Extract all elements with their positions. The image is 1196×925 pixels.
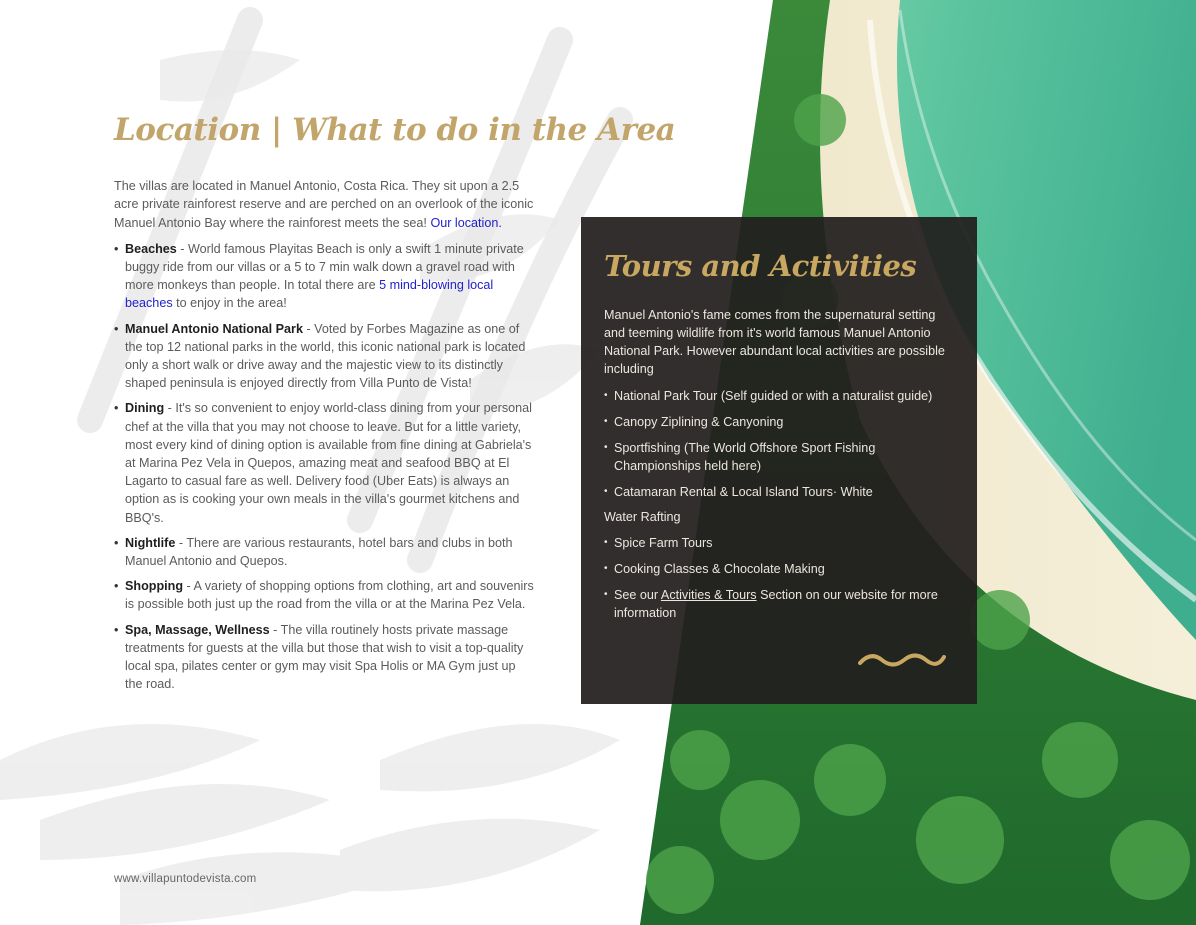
tour-item: • Spice Farm Tours [604,534,953,552]
list-item-dining [114,399,534,526]
item-text: - It's so convenient to enjoy world-class dining from your personal chef at the villa that you may not choose to leave. But for a little variety, most every kind of dining option is available from fine dining at Gabriela's at Marina Pez Vela in Quepos, amazing meat and seafood BBQ at El Lagarto to casual fare as well. Delivery food (Uber Eats) is always an option as is cooking your own meals in the villa's gourmet kitchens and BBQ's. [125,401,532,525]
item-label: Shopping [125,579,184,594]
item-text-after: to enjoy in the area! [172,296,287,311]
list-item-nightlife [114,534,534,570]
tour-item-continued: Water Rafting [604,509,681,524]
our-location-link[interactable]: Our location. [430,215,502,230]
item-text: - There are various restaurants, hotel bars and clubs in both Manuel Antonio and Quepos. [125,535,513,569]
tours-list [604,387,953,623]
list-item-national-park [114,320,534,393]
area-list [114,240,534,694]
wave-ornament-icon [858,651,946,669]
item-label: Dining [125,401,165,416]
tour-item: • Sportfishing (The World Offshore Sport Fishing Championships held here) [604,439,953,475]
tour-item: • National Park Tour (Self guided or with a naturalist guide) [604,387,953,405]
location-title: Location | What to do in the Area [114,112,676,148]
item-text: - The villa routinely hosts private massage treatments for guests at the villa but those that wish to visit a top-quality local spa, pilates center or gym may visit Spa Holis or MA Gym just up the road. [125,622,524,692]
item-label: Beaches [125,241,177,256]
location-intro [114,177,534,232]
local-beaches-link[interactable]: 5 mind-blowing local beaches [125,278,494,311]
list-item-shopping [114,577,534,613]
item-text: - Voted by Forbes Magazine as one of the top 12 national parks in the world, this iconic national park is located only a short walk or drive away and the majestic view to its distinctly shaped peninsula is enjoyed directly from Villa Punto de Vista! [125,321,526,391]
see-more-prefix: See our [614,588,661,603]
item-text: - World famous Playitas Beach is only a swift 1 minute private buggy ride from our villas or a 5 to 7 min walk down a gravel road with more monkeys than people. In total there are [125,241,524,293]
location-intro-text: The villas are located in Manuel Antonio, Costa Rica. They sit upon a 2.5 acre private rainforest reserve and are perched on an overlook of the iconic Manuel Antonio Bay where the rainforest meets the sea! [114,179,534,230]
see-more-suffix: Section on our website for more information [614,588,938,621]
footer-url: www.villapuntodevista.com [114,873,257,885]
tour-item-see-more [604,586,953,622]
tours-intro: Manuel Antonio's fame comes from the supernatural setting and teeming wildlife from it's world famous Manuel Antonio National Park. However abundant local activities are possible including [604,307,945,377]
item-label: Nightlife [125,535,176,550]
list-item-spa [114,621,534,694]
activities-tours-link[interactable]: Activities & Tours [660,588,757,603]
item-label: Manuel Antonio National Park [125,321,303,336]
tours-activities-box [581,217,977,704]
item-label: Spa, Massage, Wellness [125,622,270,637]
tour-item: • Catamaran Rental & Local Island Tours· White [604,483,953,501]
list-item-beaches [114,240,534,313]
tour-item: • Canopy Ziplining & Canyoning [604,413,953,431]
item-text: - A variety of shopping options from clothing, art and souvenirs is possible both just up the road from the villa or at the Marina Pez Vela. [125,579,534,612]
tours-title: Tours and Activities [604,249,917,283]
tour-item: • Cooking Classes & Chocolate Making [604,560,953,578]
